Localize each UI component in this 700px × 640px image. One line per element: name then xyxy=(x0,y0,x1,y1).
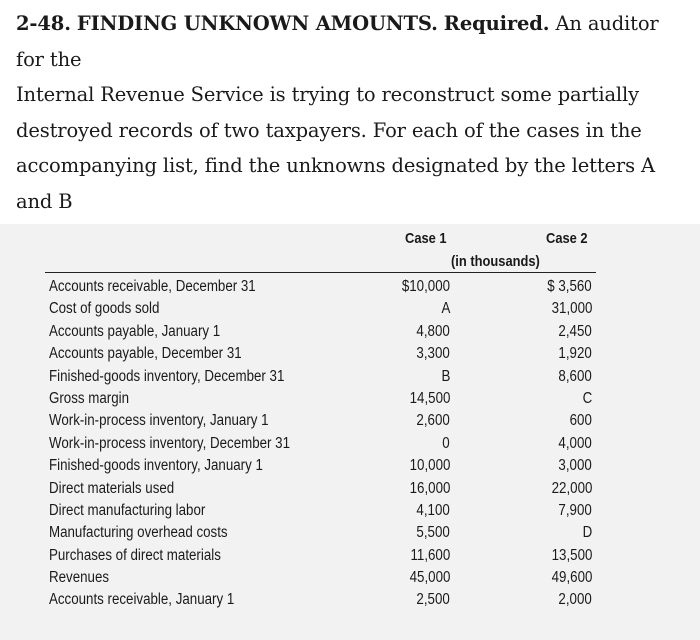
case2-value: 600 xyxy=(569,412,592,430)
row-label: Work-in-process inventory, December 31 xyxy=(49,434,291,452)
units-header: (in thousands) xyxy=(451,253,540,270)
case1-value: 11,600 xyxy=(410,546,450,564)
problem-number: 2-48. xyxy=(16,12,71,35)
case2-value: 13,500 xyxy=(551,546,592,564)
row-label: Finished-goods inventory, December 31 xyxy=(49,367,285,385)
case2-value: 49,600 xyxy=(551,569,592,587)
required-label: Required. xyxy=(443,12,550,35)
case2-value: 3,000 xyxy=(558,457,592,475)
case2-value: 4,000 xyxy=(558,434,592,452)
table-row xyxy=(0,410,700,432)
row-label: Gross margin xyxy=(49,389,130,407)
problem-statement xyxy=(16,6,692,255)
problem-line-3: destroyed records of two taxpayers. For each of the cases in the xyxy=(16,118,642,142)
row-label: Direct materials used xyxy=(49,479,175,497)
table-row xyxy=(0,433,700,455)
case1-value: 4,800 xyxy=(416,322,450,340)
row-label: Accounts payable, December 31 xyxy=(49,345,242,363)
row-label: Direct manufacturing labor xyxy=(49,501,206,519)
case1-value: A xyxy=(441,300,450,318)
table-row xyxy=(0,343,700,365)
case1-value: 16,000 xyxy=(409,479,450,497)
table-row xyxy=(0,567,700,589)
case2-header: Case 2 xyxy=(546,230,588,247)
row-label: Cost of goods sold xyxy=(49,300,160,318)
row-label: Finished-goods inventory, January 1 xyxy=(49,457,263,475)
case1-value: 2,500 xyxy=(416,591,450,609)
row-label: Accounts payable, January 1 xyxy=(49,322,221,340)
case1-value: 45,000 xyxy=(409,569,450,587)
case2-value: $ 3,560 xyxy=(547,278,592,295)
data-table-panel xyxy=(0,224,700,640)
table-row xyxy=(0,366,700,388)
case1-value: 14,500 xyxy=(409,389,450,407)
table-row xyxy=(0,500,700,522)
row-label: Work-in-process inventory, January 1 xyxy=(49,412,269,430)
table-rows xyxy=(0,276,700,612)
row-label: Accounts receivable, December 31 xyxy=(49,278,256,295)
case1-value: $10,000 xyxy=(401,278,450,295)
case2-value: 22,000 xyxy=(551,479,592,497)
case1-value: B xyxy=(441,367,450,385)
case1-value: 2,600 xyxy=(416,412,450,430)
case2-value: 1,920 xyxy=(558,345,592,363)
case2-value: C xyxy=(582,389,592,407)
table-row xyxy=(0,321,700,343)
header-rule xyxy=(45,272,596,273)
table-row xyxy=(0,455,700,477)
case2-value: 2,450 xyxy=(558,322,592,340)
case1-header: Case 1 xyxy=(405,230,447,247)
row-label: Revenues xyxy=(49,569,110,587)
table-row xyxy=(0,589,700,611)
problem-title: FINDING UNKNOWN AMOUNTS. xyxy=(76,12,438,35)
row-label: Manufacturing overhead costs xyxy=(49,524,228,542)
case2-value: 8,600 xyxy=(558,367,592,385)
problem-line-1: An auditor for the xyxy=(16,12,659,71)
case1-value: 10,000 xyxy=(409,457,450,475)
problem-line-4: accompanying list, find the unknowns designated by the letters A and B xyxy=(16,154,655,213)
case2-value: 7,900 xyxy=(558,501,592,519)
table-row xyxy=(0,388,700,410)
table-row xyxy=(0,276,700,298)
row-label: Accounts receivable, January 1 xyxy=(49,591,235,609)
problem-line-2: Internal Revenue Service is trying to reconstruct some partially xyxy=(16,83,639,106)
table-row xyxy=(0,522,700,544)
case1-value: 3,300 xyxy=(416,345,450,363)
case1-value: 0 xyxy=(442,434,450,452)
case2-value: 31,000 xyxy=(551,300,592,318)
case2-value: 2,000 xyxy=(558,591,592,609)
table-row xyxy=(0,545,700,567)
case1-value: 4,100 xyxy=(416,501,450,519)
row-label: Purchases of direct materials xyxy=(49,546,221,564)
case2-value: D xyxy=(582,524,592,542)
case1-value: 5,500 xyxy=(416,524,450,542)
table-row xyxy=(0,478,700,500)
table-row xyxy=(0,298,700,320)
